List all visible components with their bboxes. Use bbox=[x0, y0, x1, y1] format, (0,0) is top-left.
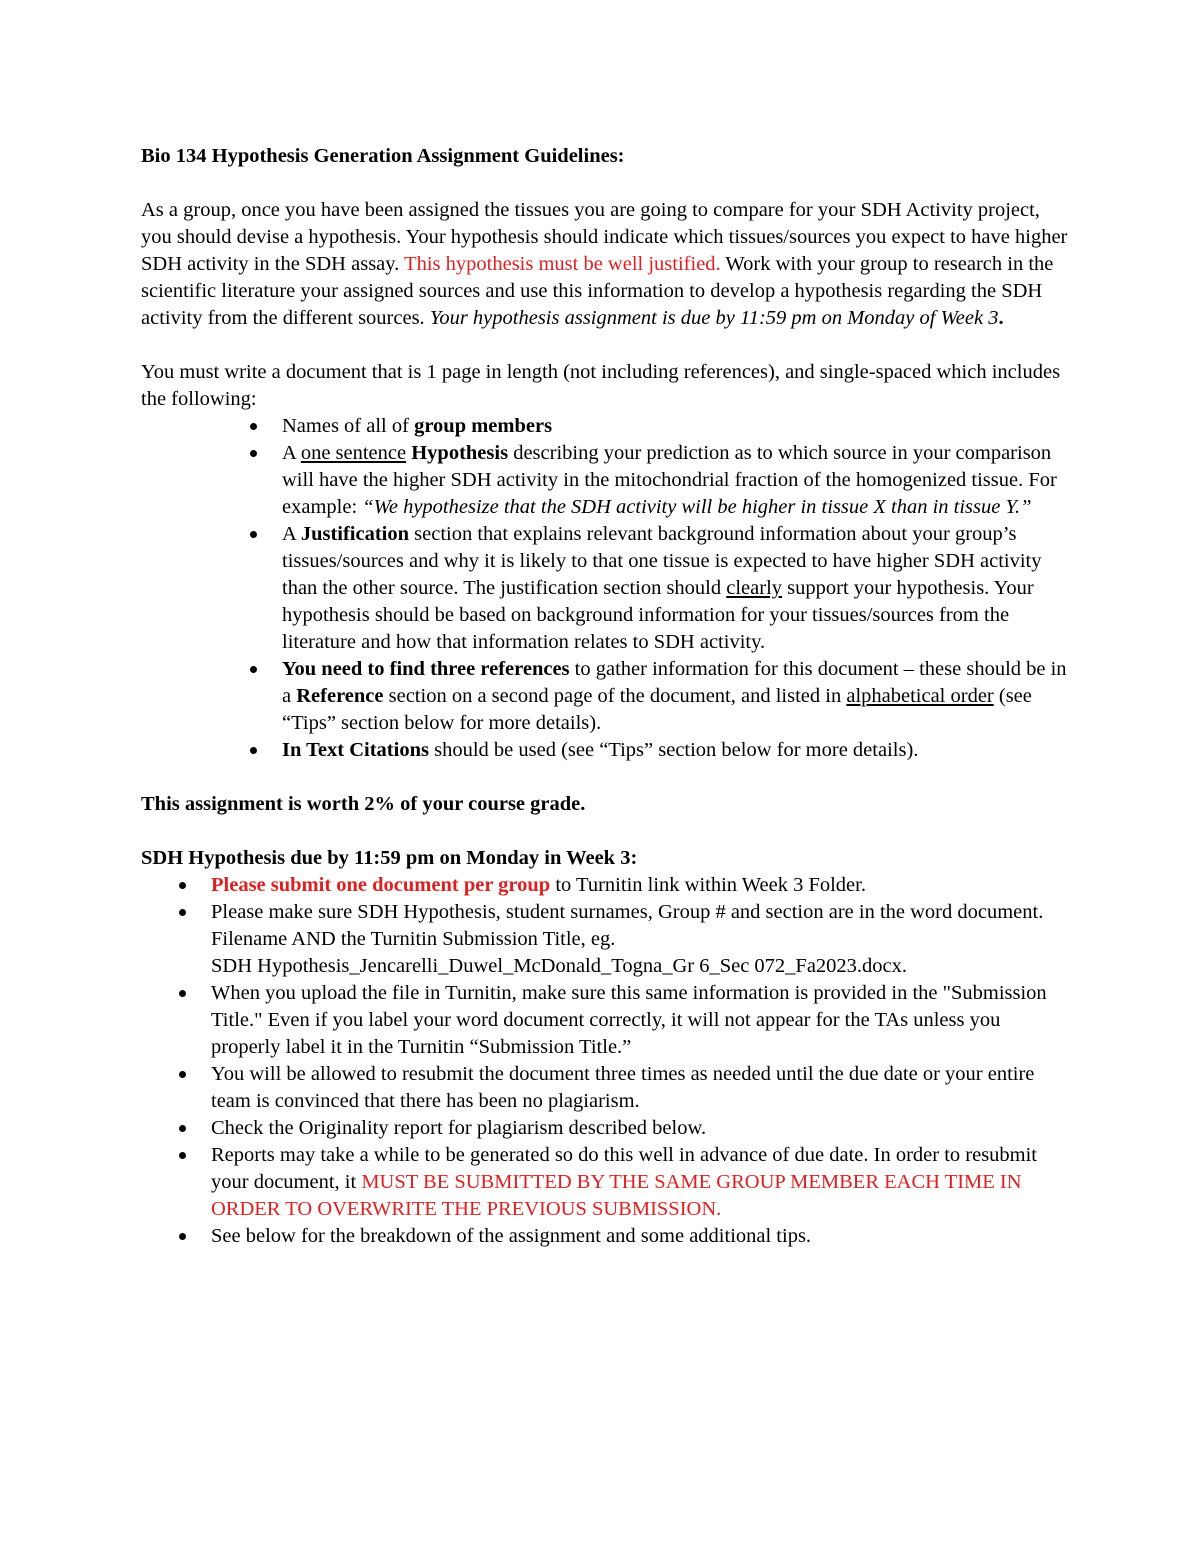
intro-text-2: Work with your group to research in the scientific literature your assigned sources and use this information to develop a hypothesis regarding the SDH activity from the different sources. bbox=[141, 253, 1054, 329]
item-text: Names of all of bbox=[282, 415, 415, 437]
item-text: section that explains relevant background information about your group’s tissues/sources and why it is likely to that one tissue is expected to have higher SDH activity than the other source. The justification section should bbox=[282, 523, 1042, 599]
list-item bbox=[211, 899, 1071, 980]
item-bold: Justification bbox=[300, 523, 410, 545]
item-text: should be used (see “Tips” section below for more details). bbox=[428, 739, 919, 761]
item-text: Please make sure SDH Hypothesis, student surnames, Group # and section are in the word document. Filename AND the Turnitin Submission Title, eg. bbox=[211, 901, 1044, 950]
item-underline: clearly bbox=[726, 577, 783, 599]
item-bold: group members bbox=[414, 415, 553, 437]
requirements-intro: You must write a document that is 1 page in length (not including references), and single-spaced which includes the following: bbox=[141, 361, 1061, 410]
item-text: section on a second page of the document, and listed in bbox=[383, 685, 847, 707]
intro-end: . bbox=[998, 307, 1004, 329]
list-item bbox=[282, 440, 1071, 521]
spacer bbox=[141, 764, 1071, 791]
item-red: MUST BE SUBMITTED BY THE SAME GROUP MEMBER EACH TIME IN ORDER TO OVERWRITE THE PREVIOUS SUBMISSION. bbox=[211, 1171, 1022, 1220]
worth-statement: This assignment is worth 2% of your course grade. bbox=[141, 793, 586, 815]
list-item bbox=[211, 1223, 1071, 1250]
list-item bbox=[211, 1061, 1071, 1115]
item-filename-example: SDH Hypothesis_Jencarelli_Duwel_McDonald_Togna_Gr 6_Sec 072_Fa2023.docx. bbox=[211, 955, 908, 977]
submission-list bbox=[211, 872, 1071, 1250]
item-bold: Hypothesis bbox=[411, 442, 509, 464]
item-text: Check the Originality report for plagiarism described below. bbox=[211, 1117, 707, 1139]
list-item bbox=[211, 1115, 1071, 1142]
item-text: describing your prediction as to which source in your comparison will have the higher SDH activity in the mitochondrial fraction of the homogenized tissue. For example: bbox=[282, 442, 1057, 518]
spacer bbox=[141, 332, 1071, 359]
item-text: When you upload the file in Turnitin, make sure this same information is provided in the "Submission Title." Even if you label your word document correctly, it will not appear for the TAs unless you properly label it in the Turnitin “Submission Title.” bbox=[211, 982, 1047, 1058]
intro-due-italic: Your hypothesis assignment is due by 11:59 pm on Monday of Week 3 bbox=[429, 307, 999, 329]
list-item bbox=[211, 872, 1071, 899]
item-text: Reports may take a while to be generated so do this well in advance of due date. In order to resubmit your document, it bbox=[211, 1144, 1038, 1193]
intro-text-1: As a group, once you have been assigned the tissues you are going to compare for your SDH Activity project, you should devise a hypothesis. Your hypothesis should indicate which tissues/sources you expect to have higher SDH activity in the SDH assay. bbox=[141, 199, 1068, 275]
item-bold: In Text Citations bbox=[282, 739, 429, 761]
item-bold: You need to find three references bbox=[282, 658, 570, 680]
item-text: See below for the breakdown of the assignment and some additional tips. bbox=[211, 1225, 812, 1247]
intro-red-text: This hypothesis must be well justified. bbox=[404, 253, 721, 275]
item-text: support your hypothesis. Your hypothesis should be based on background information for your tissues/sources from the literature and how that information relates to SDH activity. bbox=[282, 577, 1034, 653]
item-bold: Reference bbox=[296, 685, 384, 707]
document-body bbox=[141, 143, 1071, 1250]
item-underline: one sentence bbox=[300, 442, 407, 464]
list-item bbox=[211, 980, 1071, 1061]
item-red-bold: Please submit one document per group bbox=[211, 874, 551, 896]
list-item bbox=[211, 1142, 1071, 1223]
due-heading: SDH Hypothesis due by 11:59 pm on Monday in Week 3: bbox=[141, 847, 638, 869]
spacer bbox=[141, 818, 1071, 845]
item-text: to Turnitin link within Week 3 Folder. bbox=[550, 874, 866, 896]
requirements-list bbox=[282, 413, 1071, 764]
list-item bbox=[282, 521, 1071, 656]
spacer bbox=[141, 170, 1071, 197]
item-text: A bbox=[282, 442, 301, 464]
document-title: Bio 134 Hypothesis Generation Assignment Guidelines: bbox=[141, 145, 625, 167]
item-text: You will be allowed to resubmit the document three times as needed until the due date or your entire team is convinced that there has been no plagiarism. bbox=[211, 1063, 1035, 1112]
item-italic: “We hypothesize that the SDH activity will be higher in tissue X than in tissue Y.” bbox=[362, 496, 1032, 518]
item-underline: alphabetical order bbox=[846, 685, 994, 707]
list-item bbox=[282, 413, 1071, 440]
item-text: (see “Tips” section below for more details). bbox=[282, 685, 1032, 734]
list-item bbox=[282, 656, 1071, 737]
list-item bbox=[282, 737, 1071, 764]
intro-paragraph bbox=[141, 197, 1071, 332]
item-text: A bbox=[282, 523, 301, 545]
item-text: to gather information for this document – these should be in a bbox=[282, 658, 1067, 707]
